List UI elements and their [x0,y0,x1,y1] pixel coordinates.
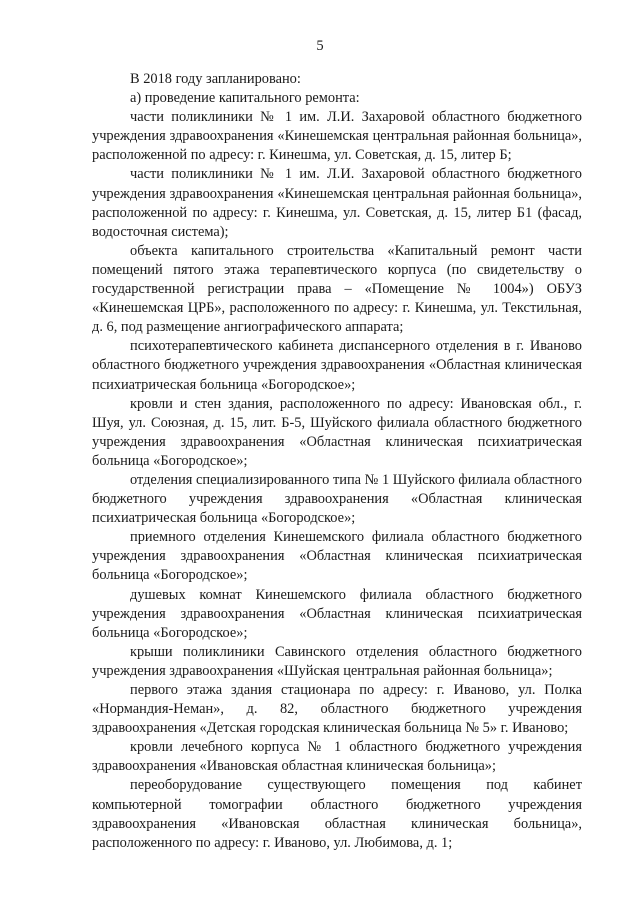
list-item-paragraph: психотерапевтического кабинета диспансерного отделения в г. Иваново областного бюджетного учреждения здравоохранения «Областная клиническая психиатрическая больница «Богородское»; [92,338,582,393]
page-number: 5 [316,38,324,54]
list-item-paragraph: первого этажа здания стационара по адресу: г. Иваново, ул. Полка «Нормандия-Неман», д. 82, областного бюджетного учреждения здравоохранения «Детская городская клиническая больница № 5» г. Иваново; [92,682,582,737]
list-item-paragraph: приемного отделения Кинешемского филиала областного бюджетного учреждения здравоохранения «Областная клиническая психиатрическая больница «Богородское»; [92,529,582,584]
list-item-paragraph: душевых комнат Кинешемского филиала областного бюджетного учреждения здравоохранения «Областная клиническая психиатрическая больница «Богородское»; [92,586,582,641]
list-item-paragraph: переоборудование существующего помещения под кабинет компьютерной томографии областного бюджетного учреждения здравоохранения «Ивановская областная клиническая больница», расположенного по адресу: г. Иваново, ул. Любимова, д. 1; [92,777,582,851]
list-item-paragraph: части поликлиники № 1 им. Л.И. Захаровой областного бюджетного учреждения здравоохранения «Кинешемская центральная районная больница», расположенной по адресу: г. Кинешма, ул. Советская, д. 15, литер Б; [92,109,582,164]
list-item-paragraph: объекта капитального строительства «Капитальный ремонт части помещений пятого этажа терапевтического корпуса (по свидетельству о государственной регистрации права – «Помещение № 1004») ОБУЗ «Кинешемская ЦРБ», расположенного по адресу: г. Кинешма, ул. Текстильная, д. 6, под размещение ангиографического аппарата; [92,242,582,336]
list-item-paragraph: кровли и стен здания, расположенного по адресу: Ивановская обл., г. Шуя, ул. Союзная, д. 15, лит. Б-5, Шуйского филиала областного бюджетного учреждения здравоохранения «Областная клиническая психиатрическая больница «Богородское»; [92,395,582,469]
section-a-heading: а) проведение капитального ремонта: [130,90,360,107]
list-item-paragraph: отделения специализированного типа № 1 Шуйского филиала областного бюджетного учреждения здравоохранения «Областная клиническая психиатрическая больница «Богородское»; [92,471,582,527]
intro-paragraph: В 2018 году запланировано: [130,71,301,87]
list-item-paragraph: части поликлиники № 1 им. Л.И. Захаровой областного бюджетного учреждения здравоохранения «Кинешемская центральная районная больница», расположенной по адресу: г. Кинешма, ул. Советская, д. 15, литер Б1 (фасад, водосточная система); [92,166,582,240]
list-item-paragraph: крыши поликлиники Савинского отделения областного бюджетного учреждения здравоохранения «Шуйская центральная районная больница»; [92,643,582,679]
document-body [92,70,582,853]
list-item-paragraph: кровли лечебного корпуса № 1 областного бюджетного учреждения здравоохранения «Ивановская областная клиническая больница»; [92,739,582,775]
